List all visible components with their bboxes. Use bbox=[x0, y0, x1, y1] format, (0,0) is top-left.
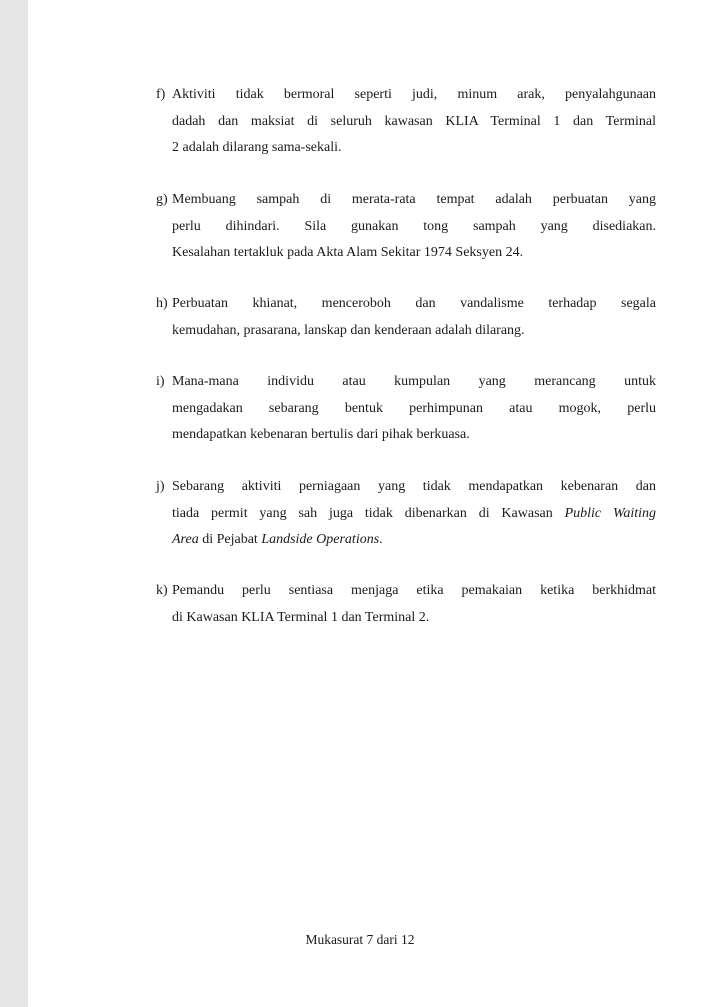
item-text-line: Kesalahan tertakluk pada Akta Alam Sekitar 1974 Seksyen 24. bbox=[172, 245, 524, 260]
item-text-line: Pemandu perlu sentiasa menjaga etika pemakaian ketika berkhidmat bbox=[172, 583, 656, 598]
list-item-f bbox=[156, 82, 656, 162]
italic-term: Area bbox=[172, 532, 199, 547]
left-gutter bbox=[0, 0, 28, 1007]
item-text-segment: di Pejabat bbox=[198, 532, 262, 547]
list-marker: g) bbox=[156, 192, 168, 207]
item-text-line: dadah dan maksiat di seluruh kawasan KLIA Terminal 1 dan Terminal bbox=[172, 113, 656, 129]
item-text-line: Perbuatan khianat, menceroboh dan vandalisme terhadap segala bbox=[172, 296, 656, 311]
item-text-line: Sebarang aktiviti perniagaan yang tidak mendapatkan kebenaran dan bbox=[172, 479, 656, 494]
page-number-footer: Mukasurat 7 dari 12 bbox=[305, 932, 415, 947]
item-text-line: Mana-mana individu atau kumpulan yang merancang untuk bbox=[172, 374, 656, 389]
item-text-line: Membuang sampah di merata-rata tempat adalah perbuatan yang bbox=[172, 192, 656, 207]
list-marker: k) bbox=[156, 583, 168, 598]
list-item-k bbox=[156, 578, 656, 631]
item-text-line: di Kawasan KLIA Terminal 1 dan Terminal 2. bbox=[172, 609, 430, 625]
italic-term: Landside Operations bbox=[261, 532, 380, 547]
item-text-line bbox=[172, 501, 656, 528]
item-text-segment: . bbox=[379, 532, 383, 547]
list-item-i bbox=[156, 369, 656, 449]
item-text-line: 2 adalah dilarang sama-sekali. bbox=[172, 140, 342, 155]
list-item-j bbox=[156, 474, 656, 554]
list-item-h bbox=[156, 291, 656, 344]
item-text-line: Aktiviti tidak bermoral seperti judi, minum arak, penyalahgunaan bbox=[172, 87, 656, 102]
list-marker: i) bbox=[156, 374, 165, 389]
item-text-line bbox=[172, 527, 656, 554]
item-text-line: mengadakan sebarang bentuk perhimpunan atau mogok, perlu bbox=[172, 400, 656, 416]
list-marker: j) bbox=[156, 479, 165, 494]
item-text-line: perlu dihindari. Sila gunakan tong sampah yang disediakan. bbox=[172, 218, 656, 234]
item-text-line: kemudahan, prasarana, lanskap dan kenderaan adalah dilarang. bbox=[172, 322, 525, 338]
item-text-segment: tiada permit yang sah juga tidak dibenarkan di Kawasan bbox=[172, 505, 565, 521]
item-text-line: mendapatkan kebenaran bertulis dari pihak berkuasa. bbox=[172, 427, 470, 442]
list-marker: h) bbox=[156, 296, 168, 311]
italic-term: Public Waiting bbox=[564, 505, 656, 521]
list-item-g bbox=[156, 187, 656, 267]
list-marker: f) bbox=[156, 87, 166, 102]
